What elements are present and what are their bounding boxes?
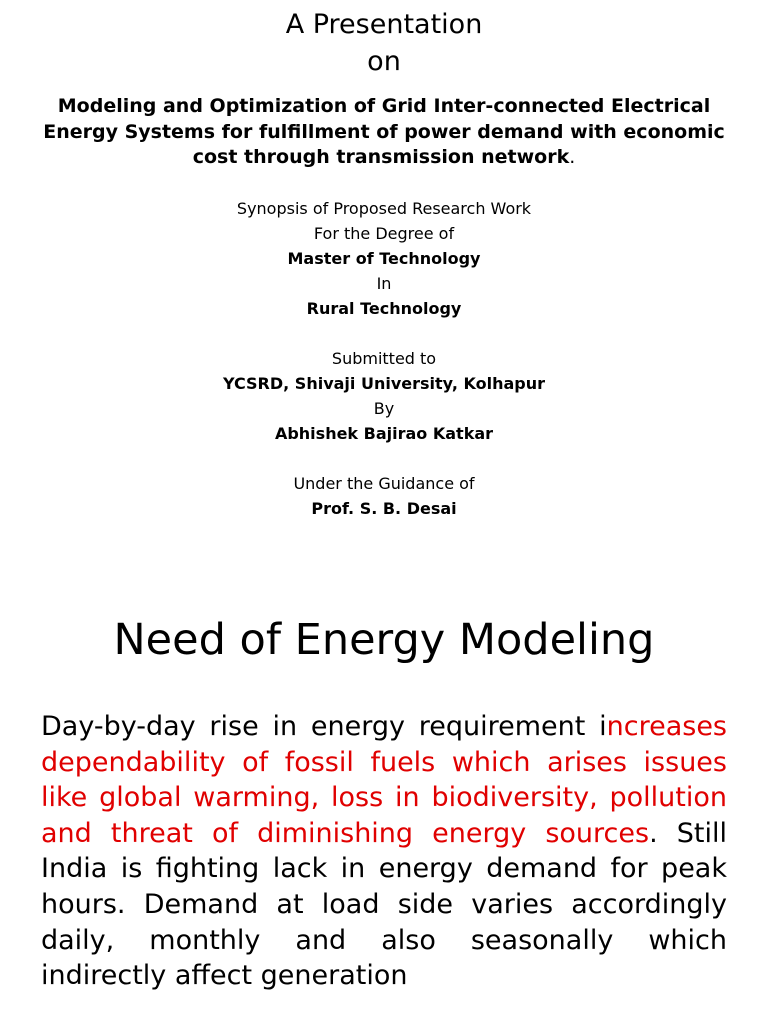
body-text-intro: Day-by-day rise in energy requirement i: [41, 711, 607, 742]
title-slide: [0, 6, 768, 521]
slide-body-text: [41, 709, 727, 994]
submitted-to-label: Submitted to: [331, 348, 437, 368]
guidance-label: Under the Guidance of: [293, 473, 475, 493]
research-topic-text: Modeling and Optimization of Grid Inter-connected Electrical Energy Systems for fulfillment of power demand with economic cost through transmission network: [43, 95, 725, 168]
degree-name: Master of Technology: [287, 248, 481, 268]
in-label: In: [376, 273, 392, 293]
presentation-title-on: on: [367, 46, 401, 77]
field-name: Rural Technology: [306, 298, 462, 318]
synopsis-label: Synopsis of Proposed Research Work: [236, 198, 532, 218]
author-name: Abhishek Bajirao Katkar: [274, 423, 494, 443]
slide-title: Need of Energy Modeling: [113, 615, 655, 665]
degree-intro: For the Degree of: [313, 223, 455, 243]
guide-name: Prof. S. B. Desai: [311, 498, 457, 518]
presentation-title: A Presentation: [285, 9, 483, 40]
research-topic: [0, 94, 768, 171]
topic-period: .: [569, 146, 576, 168]
body-text-highlight: ncreases dependability of fossil fuels which arises issues like global warming, loss in biodiversity, pollution and threat of diminishing energy sources: [41, 711, 727, 849]
by-label: By: [373, 398, 395, 418]
institution-name: YCSRD, Shivaji University, Kolhapur: [222, 373, 546, 393]
body-text-continuation: . Still India is fighting lack in energy demand for peak hours. Demand at load side varies accordingly daily, monthly and also seasonally which indirectly affect generation: [41, 817, 727, 992]
